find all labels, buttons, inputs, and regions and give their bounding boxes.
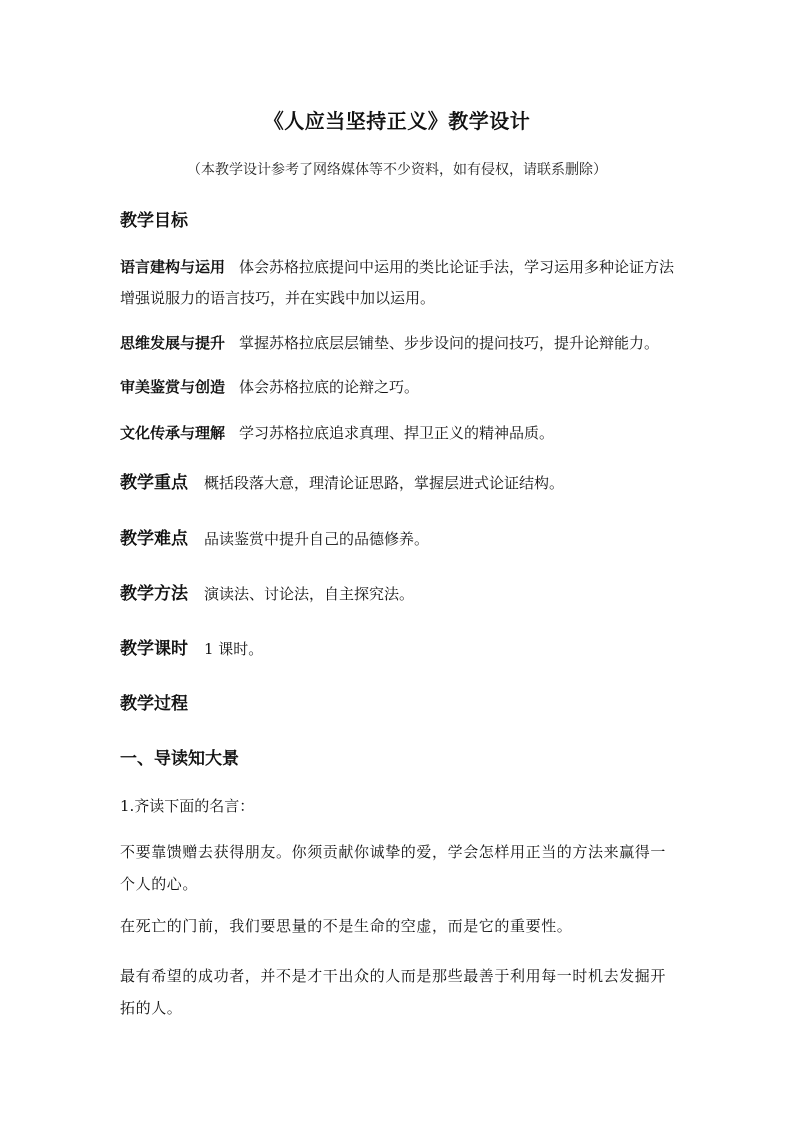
goal-text: 学习苏格拉底追求真理、捍卫正义的精神品质。 — [239, 424, 555, 442]
method-label: 教学方法 — [120, 584, 188, 604]
difficulty-text: 品读鉴赏中提升自己的品德修养。 — [204, 530, 430, 548]
goal-label: 思维发展与提升 — [120, 334, 226, 352]
goals-heading: 教学目标 — [120, 211, 188, 231]
difficulty-label: 教学难点 — [120, 529, 188, 549]
method-text: 演读法、讨论法，自主探究法。 — [204, 585, 415, 603]
goal-text: 掌握苏格拉底层层铺垫、步步设问的提问技巧，提升论辩能力。 — [239, 334, 660, 352]
hours-label: 教学课时 — [120, 639, 188, 659]
key-point-text: 概括段落大意，理清论证思路，掌握层进式论证结构。 — [204, 474, 565, 492]
goal-item — [120, 328, 680, 359]
goal-label: 文化传承与理解 — [120, 424, 226, 442]
goal-item — [120, 418, 680, 449]
section-heading: 一、导读知大景 — [120, 749, 239, 769]
goal-text: 体会苏格拉底提问中运用的类比论证手法，学习运用多种论证方法增强说服力的语言技巧，并在实践中加以运用。 — [120, 258, 675, 307]
goal-item — [120, 252, 680, 314]
goal-text: 体会苏格拉底的论辩之巧。 — [239, 378, 420, 396]
goal-label: 审美鉴赏与创造 — [120, 378, 226, 396]
goal-label: 语言建构与运用 — [120, 258, 226, 276]
page-title: 《人应当坚持正义》教学设计 — [263, 109, 531, 133]
goal-item — [120, 372, 680, 403]
key-point-label: 教学重点 — [120, 473, 188, 493]
method-row — [120, 579, 680, 604]
difficulty-row — [120, 524, 680, 549]
hours-row — [120, 634, 680, 659]
key-point-row — [120, 468, 680, 493]
quote-paragraph: 最有希望的成功者，并不是才干出众的人而是那些最善于利用每一时机去发掘开拓的人。 — [120, 967, 667, 1017]
quote-paragraph: 不要靠馈赠去获得朋友。你须贡献你诚挚的爱，学会怎样用正当的方法来赢得一个人的心。 — [120, 843, 667, 893]
hours-text: 1 课时。 — [204, 640, 264, 658]
quote-paragraph: 在死亡的门前，我们要思量的不是生命的空虚，而是它的重要性。 — [120, 917, 573, 935]
page-subtitle: （本教学设计参考了网络媒体等不少资料，如有侵权，请联系删除） — [187, 162, 607, 178]
step-text: 1.齐读下面的名言： — [120, 797, 255, 815]
process-heading: 教学过程 — [120, 694, 188, 714]
